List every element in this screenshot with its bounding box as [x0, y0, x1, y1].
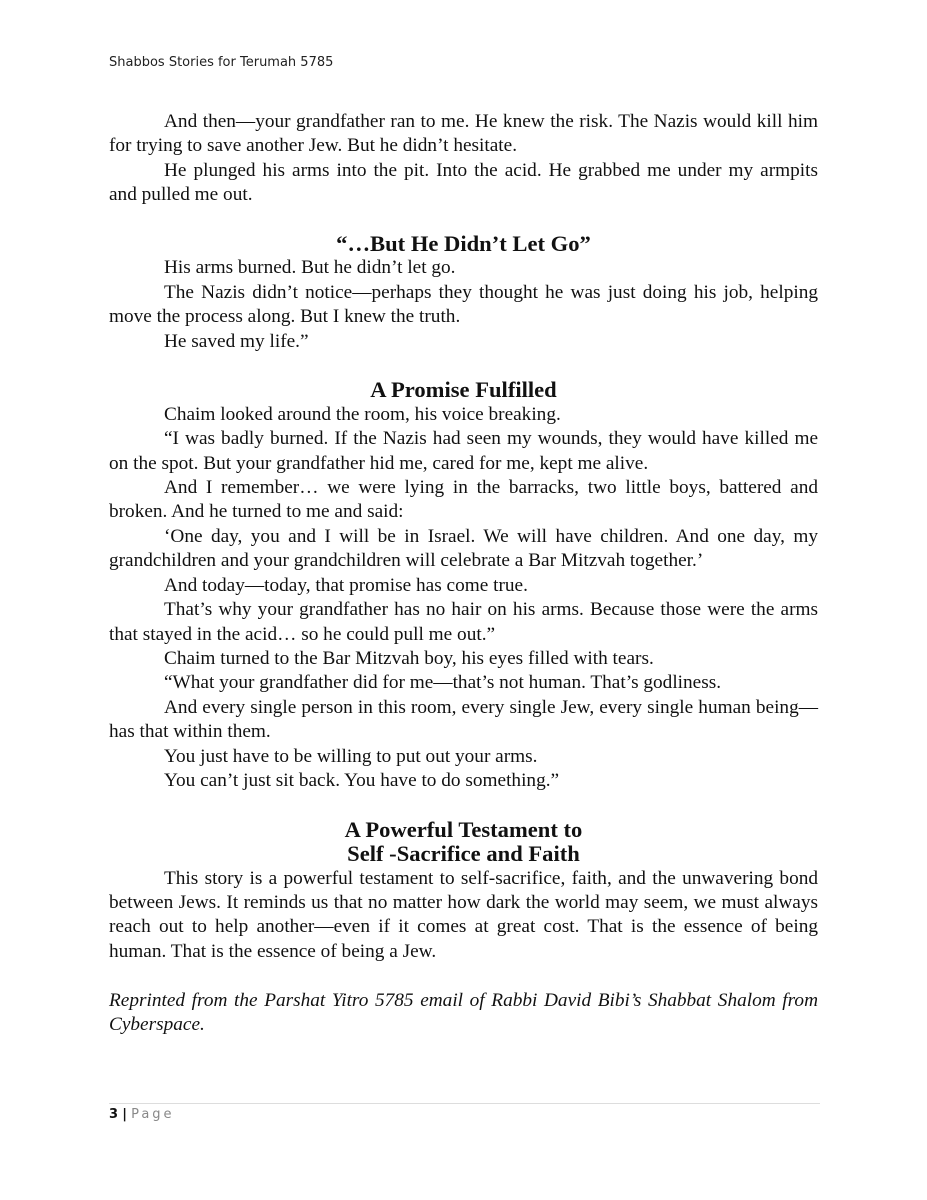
paragraph: You just have to be willing to put out your arms. — [164, 745, 538, 767]
paragraph: ‘One day, you and I will be in Israel. We will have children. And one day, my grandchildren and your grandchildren will celebrate a Bar Mitzvah together.’ — [109, 525, 818, 572]
footer-separator: | — [122, 1107, 127, 1122]
footer-divider — [109, 1103, 820, 1104]
paragraph: Chaim looked around the room, his voice breaking. — [164, 403, 561, 425]
paragraph: And I remember… we were lying in the barracks, two little boys, battered and broken. And he turned to me and said: — [109, 477, 818, 523]
paragraph: His arms burned. But he didn’t let go. — [164, 257, 456, 279]
section-heading: “…But He Didn’t Let Go” — [336, 231, 591, 257]
paragraph: “What your grandfather did for me—that’s not human. That’s godliness. — [164, 672, 722, 694]
running-header: Shabbos Stories for Terumah 5785 — [109, 55, 334, 70]
paragraph: You can’t just sit back. You have to do something.” — [164, 769, 560, 791]
paragraph: He plunged his arms into the pit. Into the acid. He grabbed me under my armpits and pulled me out. — [109, 159, 818, 206]
paragraph: And today—today, that promise has come true. — [164, 574, 528, 596]
paragraph: That’s why your grandfather has no hair on his arms. Because those were the arms that stayed in the acid… so he could pull me out.” — [109, 599, 818, 645]
paragraph: “I was badly burned. If the Nazis had seen my wounds, they would have killed me on the spot. But your grandfather hid me, cared for me, kept me alive. — [109, 428, 818, 474]
section-heading-line-2: Self -Sacrifice and Faith — [347, 841, 580, 867]
paragraph: He saved my life.” — [164, 330, 309, 352]
paragraph: This story is a powerful testament to self-sacrifice, faith, and the unwavering bond between Jews. It reminds us that no matter how dark the world may seem, we must always reach out to help another—even if it comes at great cost. That is the essence of being human. That is the essence of being a Jew. — [109, 867, 818, 962]
document-body — [109, 110, 818, 1037]
page-footer — [109, 1107, 175, 1122]
paragraph: And every single person in this room, every single Jew, every single human being—has that within them. — [109, 696, 818, 743]
paragraph: Chaim turned to the Bar Mitzvah boy, his eyes filled with tears. — [164, 647, 654, 669]
section-heading: A Powerful Testament to — [344, 816, 583, 842]
reprint-credit: Reprinted from the Parshat Yitro 5785 email of Rabbi David Bibi’s Shabbat Shalom from Cyberspace. — [109, 989, 818, 1035]
page-label: Page — [131, 1107, 175, 1122]
paragraph: And then—your grandfather ran to me. He knew the risk. The Nazis would kill him for trying to save another Jew. But he didn’t hesitate. — [109, 111, 818, 157]
paragraph: The Nazis didn’t notice—perhaps they thought he was just doing his job, helping move the process along. But I knew the truth. — [109, 281, 818, 328]
section-heading: A Promise Fulfilled — [370, 377, 557, 403]
page-number: 3 — [109, 1107, 119, 1122]
